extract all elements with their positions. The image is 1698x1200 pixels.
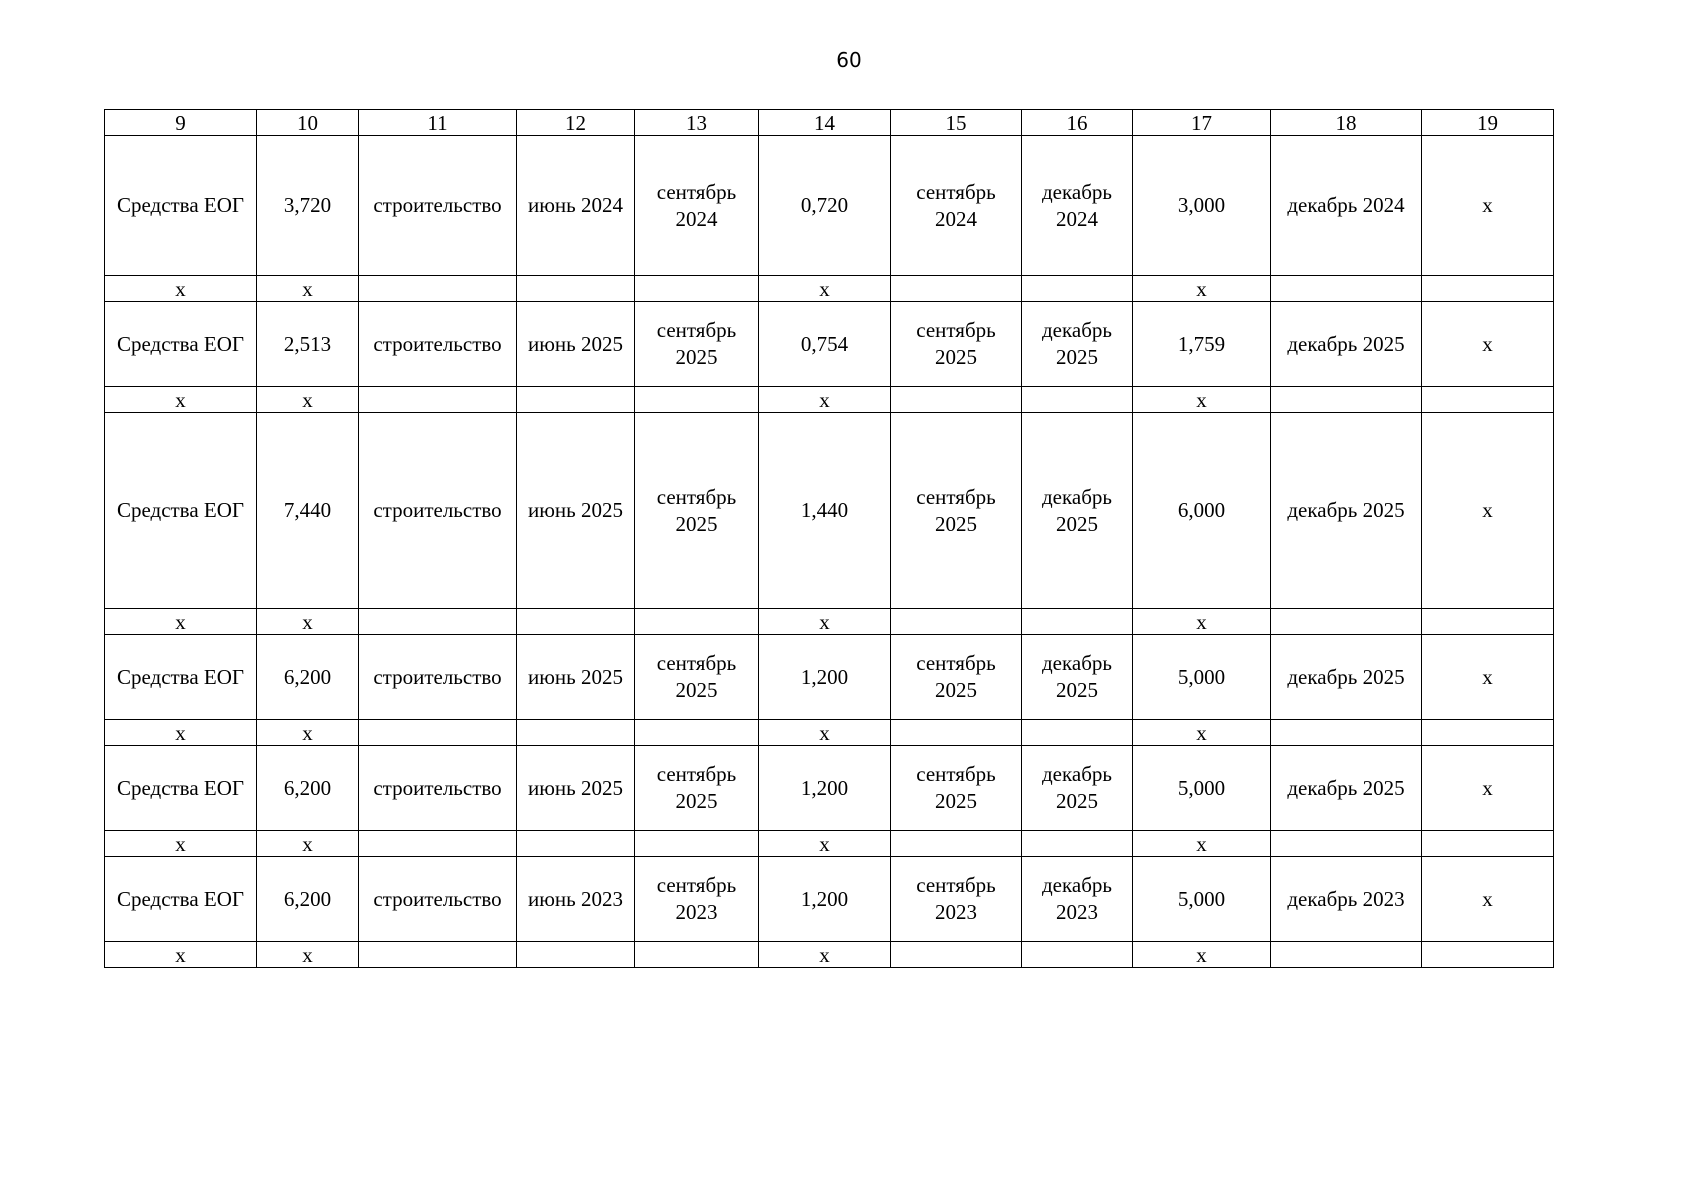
final-date-cell xyxy=(1022,413,1133,609)
final-date-cell xyxy=(1022,302,1133,387)
stage-amount-cell: 1,440 xyxy=(759,413,891,609)
start-date-cell: июнь 2025 xyxy=(517,302,635,387)
table-row xyxy=(105,136,1554,276)
empty-cell xyxy=(517,387,635,413)
empty-cell xyxy=(517,720,635,746)
final-date-cell-line-2: 2025 xyxy=(1056,678,1098,702)
final-date-cell-line-2: 2025 xyxy=(1056,345,1098,369)
empty-cell xyxy=(635,609,759,635)
empty-cell xyxy=(517,831,635,857)
flag-cell: х xyxy=(1422,635,1554,720)
column-number-18: 18 xyxy=(1271,110,1422,136)
empty-cell xyxy=(635,831,759,857)
marker-cell: x xyxy=(105,942,257,968)
marker-cell: x xyxy=(105,276,257,302)
stage-end-date-cell-line-2: 2025 xyxy=(935,511,977,536)
stage-date-cell xyxy=(635,746,759,831)
empty-cell xyxy=(1422,831,1554,857)
header-row xyxy=(105,110,1554,136)
final-date-cell-line-1: декабрь xyxy=(1042,651,1112,675)
stage-date-cell-line-2: 2025 xyxy=(675,789,718,813)
table-row xyxy=(105,857,1554,942)
table-row xyxy=(105,413,1554,609)
marker-row xyxy=(105,831,1554,857)
column-number-14: 14 xyxy=(759,110,891,136)
stage-end-date-cell-line-2: 2025 xyxy=(935,678,977,702)
flag-cell: х xyxy=(1422,302,1554,387)
stage-end-date-cell xyxy=(891,136,1022,276)
stage-amount-cell: 1,200 xyxy=(759,746,891,831)
stage-date-cell-line-1: сентябрь xyxy=(656,484,737,509)
completion-date-cell: декабрь 2023 xyxy=(1271,857,1422,942)
marker-cell: x xyxy=(1133,387,1271,413)
completion-date-cell: декабрь 2025 xyxy=(1271,746,1422,831)
final-date-cell-line-1: декабрь xyxy=(1042,762,1112,786)
column-number-17: 17 xyxy=(1133,110,1271,136)
marker-cell: x xyxy=(1133,609,1271,635)
stage-end-date-cell xyxy=(891,857,1022,942)
empty-cell xyxy=(891,720,1022,746)
marker-row xyxy=(105,609,1554,635)
final-amount-cell: 1,759 xyxy=(1133,302,1271,387)
empty-cell xyxy=(891,387,1022,413)
completion-date-cell: декабрь 2025 xyxy=(1271,302,1422,387)
stage-date-cell-line-2: 2025 xyxy=(675,511,718,536)
completion-date-cell: декабрь 2025 xyxy=(1271,635,1422,720)
column-number-10: 10 xyxy=(257,110,359,136)
marker-cell: x xyxy=(759,609,891,635)
table-body xyxy=(105,110,1554,968)
start-date-cell: июнь 2025 xyxy=(517,746,635,831)
final-date-cell-line-1: декабрь xyxy=(1042,873,1112,897)
empty-cell xyxy=(891,942,1022,968)
marker-cell: x xyxy=(1133,831,1271,857)
empty-cell xyxy=(1422,942,1554,968)
marker-cell: x xyxy=(257,942,359,968)
final-date-cell-line-2: 2023 xyxy=(1056,900,1098,924)
empty-cell xyxy=(1422,387,1554,413)
empty-cell xyxy=(517,276,635,302)
stage-date-cell-line-1: сентябрь xyxy=(656,318,737,342)
funding-source-cell: Средства ЕОГ xyxy=(105,857,257,942)
flag-cell: х xyxy=(1422,413,1554,609)
funding-source-cell: Средства ЕОГ xyxy=(105,302,257,387)
final-amount-cell: 3,000 xyxy=(1133,136,1271,276)
empty-cell xyxy=(1271,831,1422,857)
final-date-cell xyxy=(1022,136,1133,276)
stage-date-cell-line-2: 2024 xyxy=(675,206,718,231)
final-amount-cell: 5,000 xyxy=(1133,746,1271,831)
amount-cell: 6,200 xyxy=(257,746,359,831)
marker-row xyxy=(105,942,1554,968)
table-row xyxy=(105,302,1554,387)
stage-end-date-cell-line-1: сентябрь xyxy=(916,318,996,342)
stage-date-cell xyxy=(635,413,759,609)
column-number-15: 15 xyxy=(891,110,1022,136)
final-date-cell xyxy=(1022,857,1133,942)
stage-amount-cell: 1,200 xyxy=(759,635,891,720)
final-date-cell-line-1: декабрь xyxy=(1042,318,1112,342)
empty-cell xyxy=(1022,276,1133,302)
empty-cell xyxy=(1271,720,1422,746)
stage-end-date-cell-line-1: сентябрь xyxy=(916,179,996,204)
marker-cell: x xyxy=(257,387,359,413)
marker-cell: x xyxy=(105,387,257,413)
column-number-12: 12 xyxy=(517,110,635,136)
funding-source-cell: Средства ЕОГ xyxy=(105,136,257,276)
empty-cell xyxy=(1022,942,1133,968)
empty-cell xyxy=(1022,831,1133,857)
marker-cell: x xyxy=(257,831,359,857)
stage-date-cell xyxy=(635,857,759,942)
stage-end-date-cell-line-1: сентябрь xyxy=(916,651,996,675)
funding-source-cell: Средства ЕОГ xyxy=(105,746,257,831)
amount-cell: 6,200 xyxy=(257,635,359,720)
stage-date-cell xyxy=(635,136,759,276)
stage-amount-cell: 1,200 xyxy=(759,857,891,942)
final-date-cell-line-1: декабрь xyxy=(1042,484,1112,509)
column-number-11: 11 xyxy=(359,110,517,136)
stage-end-date-cell xyxy=(891,413,1022,609)
table-row xyxy=(105,746,1554,831)
stage-date-cell-line-1: сентябрь xyxy=(656,651,737,675)
work-type-cell: строительство xyxy=(359,857,517,942)
empty-cell xyxy=(1422,276,1554,302)
amount-cell: 3,720 xyxy=(257,136,359,276)
stage-end-date-cell-line-2: 2024 xyxy=(935,206,977,231)
empty-cell xyxy=(1022,720,1133,746)
empty-cell xyxy=(517,942,635,968)
final-amount-cell: 5,000 xyxy=(1133,857,1271,942)
amount-cell: 2,513 xyxy=(257,302,359,387)
empty-cell xyxy=(1271,276,1422,302)
stage-date-cell-line-2: 2025 xyxy=(675,345,718,369)
final-date-cell xyxy=(1022,635,1133,720)
stage-end-date-cell xyxy=(891,746,1022,831)
empty-cell xyxy=(517,609,635,635)
empty-cell xyxy=(635,720,759,746)
marker-cell: x xyxy=(257,720,359,746)
marker-row xyxy=(105,720,1554,746)
stage-date-cell-line-1: сентябрь xyxy=(656,179,737,204)
empty-cell xyxy=(891,609,1022,635)
stage-end-date-cell-line-1: сентябрь xyxy=(916,873,996,897)
final-date-cell-line-2: 2025 xyxy=(1056,789,1098,813)
start-date-cell: июнь 2024 xyxy=(517,136,635,276)
empty-cell xyxy=(359,831,517,857)
flag-cell: х xyxy=(1422,857,1554,942)
marker-cell: x xyxy=(257,276,359,302)
marker-cell: x xyxy=(759,831,891,857)
column-number-19: 19 xyxy=(1422,110,1554,136)
empty-cell xyxy=(359,942,517,968)
empty-cell xyxy=(1422,609,1554,635)
work-type-cell: строительство xyxy=(359,302,517,387)
amount-cell: 6,200 xyxy=(257,857,359,942)
final-amount-cell: 5,000 xyxy=(1133,635,1271,720)
column-number-13: 13 xyxy=(635,110,759,136)
page-number: 60 xyxy=(836,48,862,72)
start-date-cell: июнь 2023 xyxy=(517,857,635,942)
empty-cell xyxy=(1022,387,1133,413)
final-date-cell-line-1: декабрь xyxy=(1042,179,1112,204)
empty-cell xyxy=(359,609,517,635)
column-number-16: 16 xyxy=(1022,110,1133,136)
funding-source-cell: Средства ЕОГ xyxy=(105,635,257,720)
final-amount-cell: 6,000 xyxy=(1133,413,1271,609)
marker-row xyxy=(105,387,1554,413)
empty-cell xyxy=(359,276,517,302)
marker-cell: x xyxy=(1133,276,1271,302)
empty-cell xyxy=(1422,720,1554,746)
marker-cell: x xyxy=(105,609,257,635)
stage-date-cell xyxy=(635,635,759,720)
empty-cell xyxy=(1271,609,1422,635)
empty-cell xyxy=(635,942,759,968)
stage-date-cell xyxy=(635,302,759,387)
stage-end-date-cell xyxy=(891,635,1022,720)
start-date-cell: июнь 2025 xyxy=(517,413,635,609)
empty-cell xyxy=(359,387,517,413)
stage-date-cell-line-1: сентябрь xyxy=(656,762,737,786)
stage-end-date-cell xyxy=(891,302,1022,387)
amount-cell: 7,440 xyxy=(257,413,359,609)
stage-end-date-cell-line-1: сентябрь xyxy=(916,484,996,509)
table-row xyxy=(105,635,1554,720)
marker-cell: x xyxy=(759,276,891,302)
marker-cell: x xyxy=(759,387,891,413)
final-date-cell xyxy=(1022,746,1133,831)
final-date-cell-line-2: 2025 xyxy=(1056,511,1098,536)
column-number-9: 9 xyxy=(105,110,257,136)
empty-cell xyxy=(1271,942,1422,968)
marker-cell: x xyxy=(1133,720,1271,746)
marker-row xyxy=(105,276,1554,302)
start-date-cell: июнь 2025 xyxy=(517,635,635,720)
stage-amount-cell: 0,720 xyxy=(759,136,891,276)
stage-end-date-cell-line-1: сентябрь xyxy=(916,762,996,786)
stage-end-date-cell-line-2: 2025 xyxy=(935,789,977,813)
marker-cell: x xyxy=(257,609,359,635)
work-type-cell: строительство xyxy=(359,635,517,720)
marker-cell: x xyxy=(105,831,257,857)
final-date-cell-line-2: 2024 xyxy=(1056,206,1098,231)
schedule-table xyxy=(104,109,1554,968)
marker-cell: x xyxy=(759,720,891,746)
marker-cell: x xyxy=(1133,942,1271,968)
stage-date-cell-line-2: 2023 xyxy=(675,900,718,924)
work-type-cell: строительство xyxy=(359,746,517,831)
empty-cell xyxy=(635,387,759,413)
empty-cell xyxy=(359,720,517,746)
empty-cell xyxy=(1022,609,1133,635)
marker-cell: x xyxy=(105,720,257,746)
flag-cell: х xyxy=(1422,746,1554,831)
stage-date-cell-line-1: сентябрь xyxy=(656,873,737,897)
stage-date-cell-line-2: 2025 xyxy=(675,678,718,702)
stage-end-date-cell-line-2: 2023 xyxy=(935,900,977,924)
funding-source-cell: Средства ЕОГ xyxy=(105,413,257,609)
empty-cell xyxy=(891,831,1022,857)
empty-cell xyxy=(635,276,759,302)
marker-cell: x xyxy=(759,942,891,968)
completion-date-cell: декабрь 2025 xyxy=(1271,413,1422,609)
stage-end-date-cell-line-2: 2025 xyxy=(935,345,977,369)
empty-cell xyxy=(1271,387,1422,413)
work-type-cell: строительство xyxy=(359,413,517,609)
work-type-cell: строительство xyxy=(359,136,517,276)
completion-date-cell: декабрь 2024 xyxy=(1271,136,1422,276)
stage-amount-cell: 0,754 xyxy=(759,302,891,387)
flag-cell: х xyxy=(1422,136,1554,276)
empty-cell xyxy=(891,276,1022,302)
